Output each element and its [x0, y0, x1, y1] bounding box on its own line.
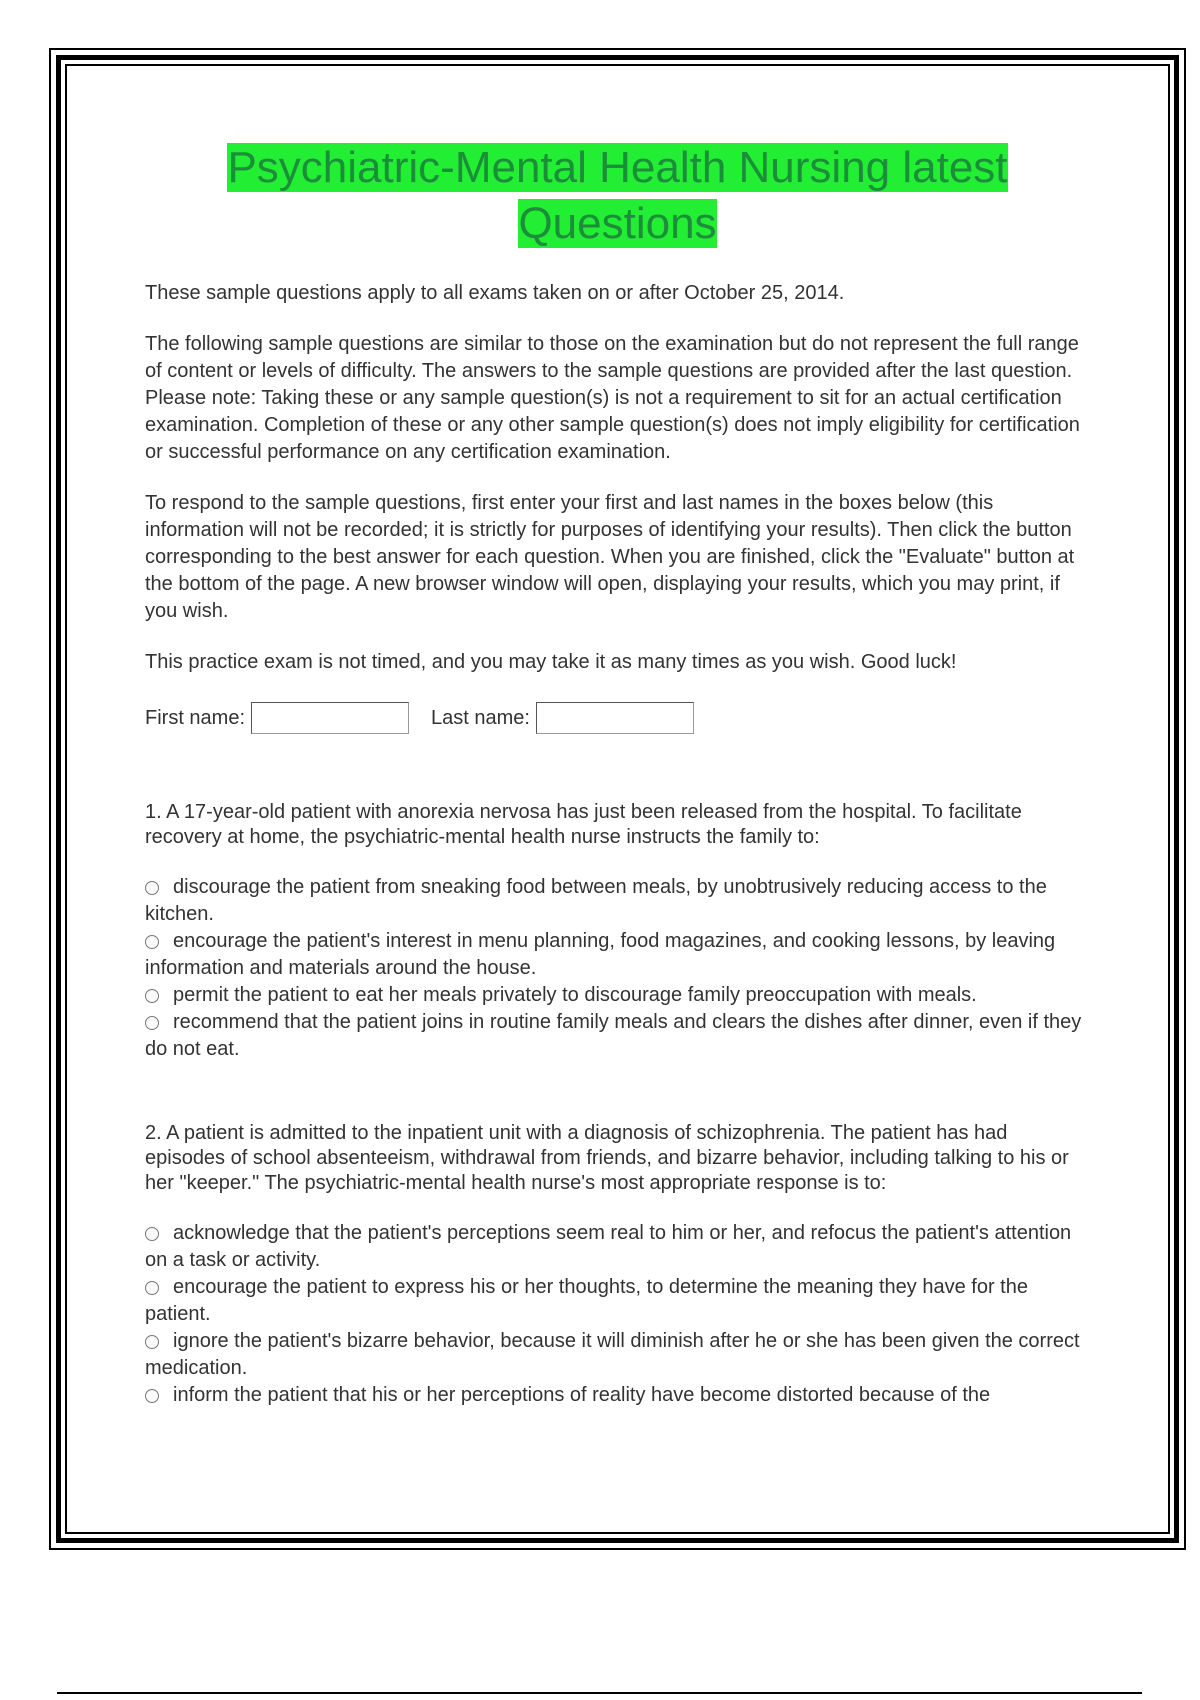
- option-label: inform the patient that his or her perceptions of reality have become distorted because of the: [173, 1384, 991, 1406]
- question-1-option-d[interactable]: [145, 1009, 1090, 1063]
- title-line-1: Psychiatric-Mental Health Nursing latest: [227, 143, 1008, 192]
- radio-button-icon[interactable]: [145, 1389, 159, 1403]
- radio-button-icon[interactable]: [145, 1281, 159, 1295]
- option-label: discourage the patient from sneaking food between meals, by unobtrusively reducing access to the kitchen.: [145, 876, 1047, 925]
- question-2-option-c[interactable]: [145, 1328, 1090, 1382]
- intro-instructions-paragraph: To respond to the sample questions, first enter your first and last names in the boxes below (this information will not be recorded; it is strictly for purposes of identifying your results). Then click the button corresponding to the best answer for each question. When you are finished, click the "Evaluate" button at the bottom of the page. A new browser window will open, displaying your results, which you may print, if you wish.: [145, 492, 1075, 622]
- option-label: encourage the patient's interest in menu planning, food magazines, and cooking lessons, by leaving information and materials around the house.: [145, 930, 1056, 979]
- document-content: [145, 140, 1090, 1467]
- radio-button-icon[interactable]: [145, 1335, 159, 1349]
- radio-button-icon[interactable]: [145, 881, 159, 895]
- question-1-option-b[interactable]: [145, 928, 1090, 982]
- radio-button-icon[interactable]: [145, 1227, 159, 1241]
- last-name-label: Last name:: [431, 706, 530, 729]
- question-1-option-a[interactable]: [145, 874, 1090, 928]
- page-title: [145, 140, 1090, 252]
- question-2-option-d[interactable]: [145, 1382, 1090, 1409]
- first-name-input[interactable]: [251, 702, 409, 734]
- option-label: encourage the patient to express his or her thoughts, to determine the meaning they have for the patient.: [145, 1276, 1028, 1325]
- question-2-option-a[interactable]: [145, 1220, 1090, 1274]
- question-1-option-c[interactable]: [145, 982, 1090, 1009]
- option-label: ignore the patient's bizarre behavior, because it will diminish after he or she has been given the correct medication.: [145, 1330, 1080, 1379]
- question-2-text: 2. A patient is admitted to the inpatient unit with a diagnosis of schizophrenia. The patient has had episodes of school absenteeism, withdrawal from friends, and bizarre behavior, including talking to his or her "keeper." The psychiatric-mental health nurse's most appropriate response is to:: [145, 1122, 1069, 1194]
- first-name-label: First name:: [145, 706, 246, 729]
- title-line-2: Questions: [518, 199, 717, 248]
- intro-good-luck-paragraph: This practice exam is not timed, and you may take it as many times as you wish. Good luck!: [145, 651, 957, 673]
- intro-date-paragraph: These sample questions apply to all exams taken on or after October 25, 2014.: [145, 282, 845, 304]
- question-2-option-b[interactable]: [145, 1274, 1090, 1328]
- last-name-input[interactable]: [536, 702, 694, 734]
- question-1-options: [145, 874, 1090, 1063]
- name-form: [145, 702, 1090, 734]
- radio-button-icon[interactable]: [145, 989, 159, 1003]
- option-label: acknowledge that the patient's perceptions seem real to him or her, and refocus the patient's attention on a task or activity.: [145, 1222, 1072, 1271]
- radio-button-icon[interactable]: [145, 935, 159, 949]
- option-label: recommend that the patient joins in routine family meals and clears the dishes after dinner, even if they do not eat.: [145, 1011, 1082, 1060]
- footer-divider: [57, 1692, 1142, 1694]
- question-1-text: 1. A 17-year-old patient with anorexia nervosa has just been released from the hospital. To facilitate recovery at home, the psychiatric-mental health nurse instructs the family to:: [145, 801, 1022, 848]
- option-label: permit the patient to eat her meals privately to discourage family preoccupation with meals.: [173, 984, 977, 1006]
- question-2-options: [145, 1220, 1090, 1409]
- radio-button-icon[interactable]: [145, 1016, 159, 1030]
- intro-disclaimer-paragraph: The following sample questions are similar to those on the examination but do not represent the full range of content or levels of difficulty. The answers to the sample questions are provided after the last question. Please note: Taking these or any sample question(s) is not a requirement to sit for an actual certification examination. Completion of these or any other sample question(s) does not imply eligibility for certification or successful performance on any certification examination.: [145, 333, 1080, 463]
